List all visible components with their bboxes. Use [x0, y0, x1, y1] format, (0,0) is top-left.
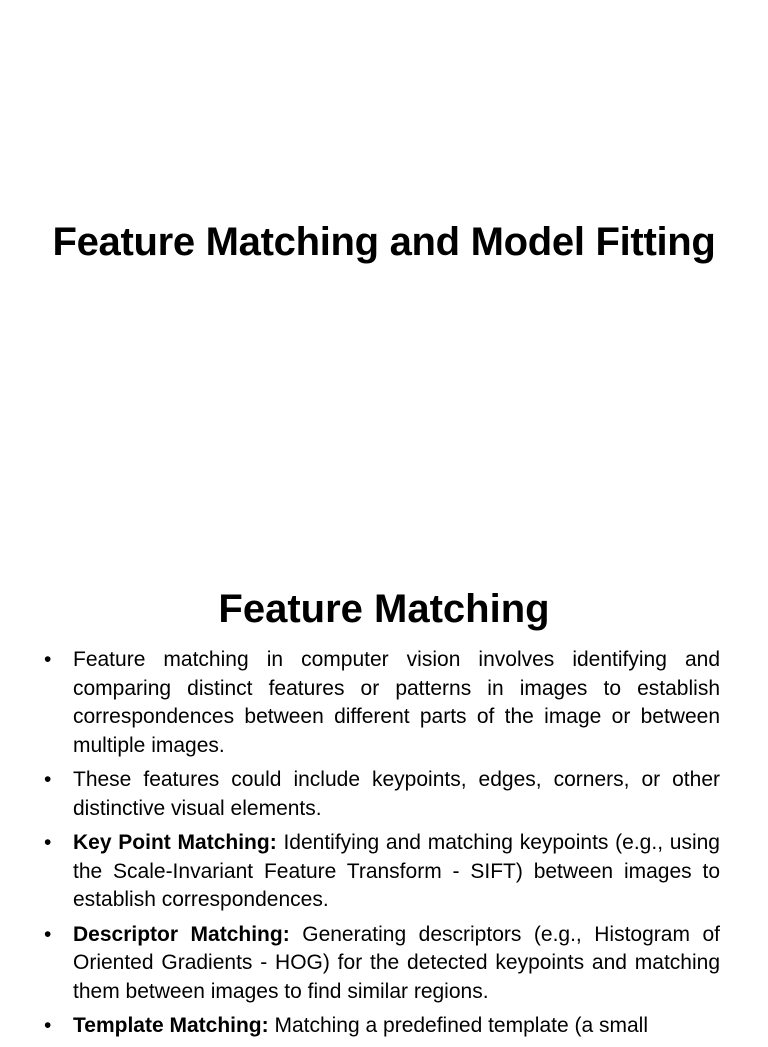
bullet-dot-icon: •	[44, 1014, 52, 1037]
bullet-text: Feature matching in computer vision involves identifying and comparing distinct features or patterns in images to establish correspondences between different parts of the image or between multiple images.	[73, 648, 720, 757]
bullet-text: Generating descriptors (e.g., Histogram of Oriented Gradients - HOG) for the detected keypoints and matching them between images to find similar regions.	[73, 922, 720, 1003]
bullet-item	[44, 1012, 720, 1041]
bullet-bold-label: Key Point Matching:	[73, 831, 277, 854]
bullet-dot-icon: •	[44, 922, 52, 946]
bullet-dot-icon: •	[44, 648, 52, 671]
bullet-item	[44, 829, 720, 915]
bullet-item	[44, 646, 720, 760]
section-title: Feature Matching	[218, 587, 550, 631]
bullet-text: Identifying and matching keypoints (e.g., using the Scale-Invariant Feature Transform - SIFT) between images to establish correspondences.	[73, 831, 720, 911]
bullet-dot-icon: •	[44, 831, 52, 854]
slide-title: Feature Matching and Model Fitting	[52, 220, 716, 264]
bullet-text: These features could include keypoints, edges, corners, or other distinctive visual elements.	[73, 768, 720, 820]
bullet-text: Matching a predefined template (a small	[268, 1014, 648, 1037]
bullet-dot-icon: •	[44, 768, 52, 791]
bullet-bold-label: Descriptor Matching:	[73, 922, 290, 946]
bullet-item	[44, 921, 720, 1007]
bullet-bold-label: Template Matching:	[73, 1014, 269, 1037]
bullet-item	[44, 766, 720, 823]
bullet-list	[44, 646, 720, 1047]
